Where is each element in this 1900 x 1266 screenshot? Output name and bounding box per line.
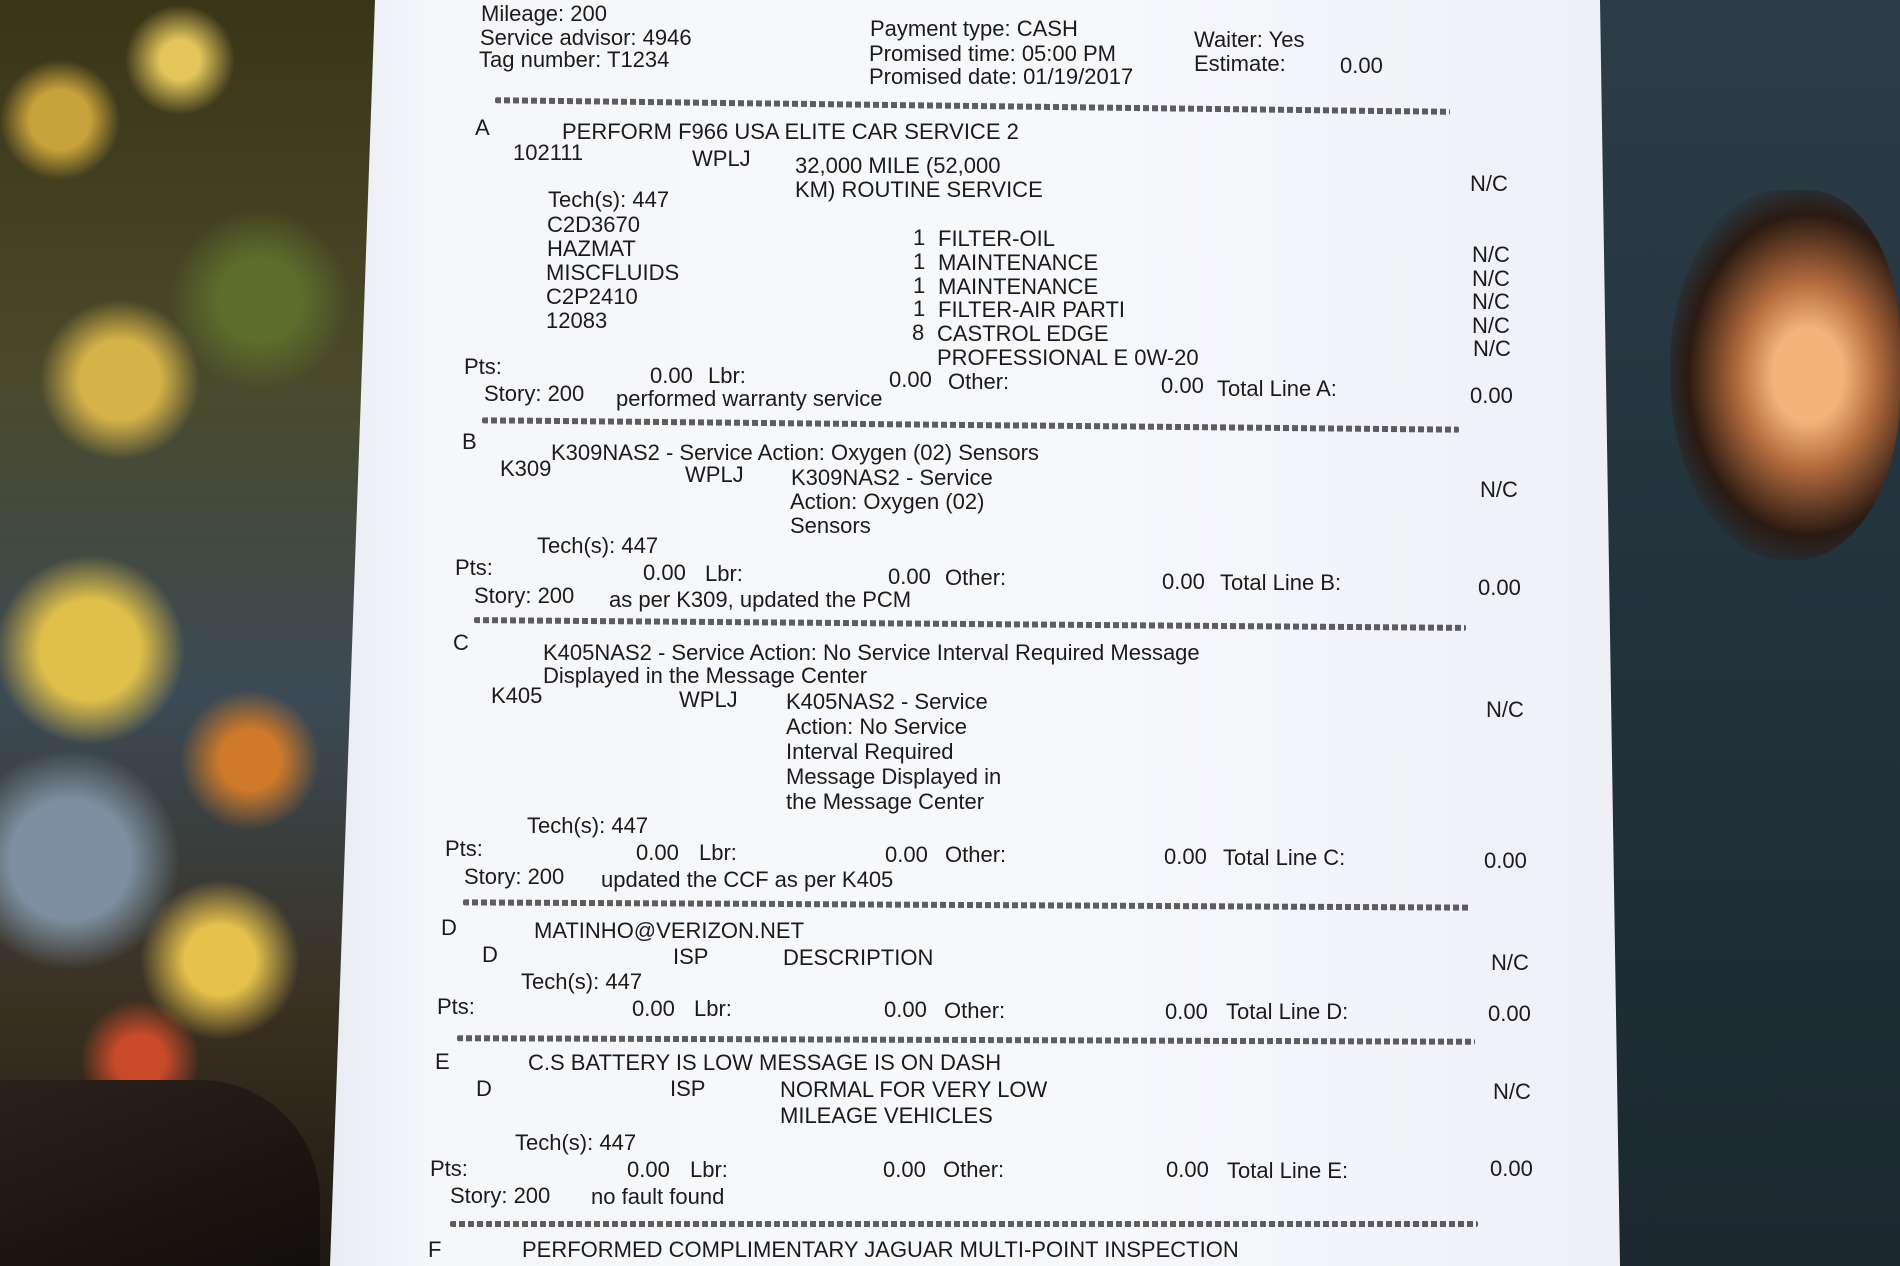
part-code: C2P2410 bbox=[546, 284, 638, 309]
labor-type: WPLJ bbox=[692, 146, 751, 171]
parts-label: Pts: bbox=[430, 1156, 468, 1181]
labor-type: ISP bbox=[673, 944, 709, 969]
no-charge-label: N/C bbox=[1493, 1079, 1531, 1104]
part-code: 12083 bbox=[546, 308, 608, 333]
op-description: K405NAS2 - Service bbox=[786, 689, 988, 714]
labor-label: Lbr: bbox=[690, 1157, 728, 1182]
story-label: Story: 200 bbox=[474, 583, 575, 608]
technicians: Tech(s): 447 bbox=[521, 969, 643, 994]
part-code: MISCFLUIDS bbox=[546, 260, 680, 285]
parts-label: Pts: bbox=[455, 555, 493, 580]
part-code: HAZMAT bbox=[547, 236, 636, 261]
other-label: Other: bbox=[944, 998, 1006, 1023]
story-label: Story: 200 bbox=[484, 381, 585, 406]
op-description: MILEAGE VEHICLES bbox=[780, 1103, 993, 1128]
labor-label: Lbr: bbox=[708, 363, 746, 388]
part-description: PROFESSIONAL E 0W-20 bbox=[937, 345, 1199, 370]
line-title: MATINHO@VERIZON.NET bbox=[534, 918, 805, 943]
line-total-label: Total Line D: bbox=[1226, 999, 1349, 1024]
other-total: 0.00 bbox=[1165, 999, 1208, 1024]
line-title: K405NAS2 - Service Action: No Service Interval Required Message bbox=[543, 640, 1200, 665]
parts-label: Pts: bbox=[437, 994, 475, 1019]
other-label: Other: bbox=[945, 565, 1007, 590]
part-quantity: 1 bbox=[913, 296, 926, 321]
estimate-label: Estimate: bbox=[1194, 51, 1286, 76]
line-total-value: 0.00 bbox=[1490, 1156, 1533, 1181]
no-charge-label: N/C bbox=[1486, 697, 1524, 722]
technicians: Tech(s): 447 bbox=[515, 1130, 637, 1155]
parts-total: 0.00 bbox=[636, 840, 679, 865]
waiter: Waiter: Yes bbox=[1194, 27, 1305, 52]
parts-label: Pts: bbox=[464, 354, 502, 379]
technicians: Tech(s): 447 bbox=[527, 813, 649, 838]
story-text: no fault found bbox=[591, 1184, 725, 1209]
other-total: 0.00 bbox=[1161, 373, 1204, 398]
story-label: Story: 200 bbox=[450, 1183, 551, 1208]
line-title: Displayed in the Message Center bbox=[543, 663, 868, 688]
promised-time: Promised time: 05:00 PM bbox=[869, 41, 1116, 66]
part-description: FILTER-OIL bbox=[938, 226, 1055, 251]
line-total-label: Total Line E: bbox=[1227, 1158, 1349, 1183]
story-text: as per K309, updated the PCM bbox=[609, 587, 912, 612]
no-charge-label: N/C bbox=[1470, 171, 1508, 196]
separator bbox=[463, 899, 1471, 910]
op-description: Action: No Service bbox=[786, 714, 967, 739]
service-advisor: Service advisor: 4946 bbox=[480, 25, 692, 50]
no-charge-label: N/C bbox=[1472, 266, 1510, 291]
op-code: 102111 bbox=[513, 140, 584, 165]
op-description: Action: Oxygen (02) bbox=[790, 489, 985, 514]
op-code: D bbox=[482, 942, 498, 967]
labor-total: 0.00 bbox=[884, 997, 927, 1022]
part-description: CASTROL EDGE bbox=[937, 321, 1109, 346]
labor-type: WPLJ bbox=[679, 687, 738, 712]
part-description: FILTER-AIR PARTI bbox=[938, 297, 1126, 322]
op-code: K405 bbox=[491, 683, 543, 708]
line-total-value: 0.00 bbox=[1488, 1001, 1531, 1026]
line-total-value: 0.00 bbox=[1470, 383, 1513, 408]
story-label: Story: 200 bbox=[464, 864, 565, 889]
line-letter: C bbox=[453, 630, 469, 655]
op-description: NORMAL FOR VERY LOW bbox=[780, 1077, 1048, 1102]
other-label: Other: bbox=[945, 842, 1007, 867]
part-quantity: 1 bbox=[913, 225, 926, 250]
parts-label: Pts: bbox=[445, 836, 483, 861]
other-total: 0.00 bbox=[1162, 569, 1205, 594]
separator bbox=[482, 417, 1459, 432]
separator bbox=[450, 1221, 1478, 1227]
line-letter: A bbox=[475, 115, 490, 140]
op-description: 32,000 MILE (52,000 bbox=[795, 153, 1001, 178]
no-charge-label: N/C bbox=[1491, 950, 1529, 975]
no-charge-label: N/C bbox=[1472, 289, 1510, 314]
story-text: updated the CCF as per K405 bbox=[601, 867, 894, 892]
part-quantity: 8 bbox=[912, 320, 925, 345]
labor-label: Lbr: bbox=[705, 561, 743, 586]
technicians: Tech(s): 447 bbox=[537, 533, 659, 558]
parts-total: 0.00 bbox=[627, 1157, 670, 1182]
payment-type: Payment type: CASH bbox=[870, 16, 1078, 41]
part-quantity: 1 bbox=[913, 273, 926, 298]
op-description: the Message Center bbox=[786, 789, 985, 814]
line-title: PERFORM F966 USA ELITE CAR SERVICE 2 bbox=[562, 119, 1019, 144]
separator bbox=[457, 1035, 1475, 1045]
separator bbox=[474, 617, 1466, 631]
op-description: Sensors bbox=[790, 513, 871, 538]
labor-total: 0.00 bbox=[885, 842, 928, 867]
estimate-value: 0.00 bbox=[1340, 53, 1383, 78]
line-title: PERFORMED COMPLIMENTARY JAGUAR MULTI-POINT INSPECTION bbox=[522, 1237, 1239, 1262]
other-label: Other: bbox=[943, 1157, 1005, 1182]
op-code: K309 bbox=[500, 456, 552, 481]
op-description: Message Displayed in bbox=[786, 764, 1002, 789]
line-letter: B bbox=[462, 429, 477, 454]
parts-total: 0.00 bbox=[643, 560, 686, 585]
line-total-label: Total Line B: bbox=[1220, 570, 1342, 595]
no-charge-label: N/C bbox=[1472, 242, 1510, 267]
tag-number: Tag number: T1234 bbox=[479, 47, 670, 72]
labor-label: Lbr: bbox=[694, 996, 732, 1021]
labor-label: Lbr: bbox=[699, 840, 737, 865]
op-code: D bbox=[476, 1076, 492, 1101]
labor-total: 0.00 bbox=[883, 1157, 926, 1182]
op-description: KM) ROUTINE SERVICE bbox=[795, 177, 1043, 202]
parts-total: 0.00 bbox=[650, 363, 693, 388]
parts-total: 0.00 bbox=[632, 996, 675, 1021]
separator bbox=[495, 97, 1450, 115]
part-description: MAINTENANCE bbox=[938, 274, 1099, 299]
part-quantity: 1 bbox=[913, 249, 926, 274]
promised-date: Promised date: 01/19/2017 bbox=[869, 64, 1134, 89]
op-description: DESCRIPTION bbox=[783, 945, 934, 970]
technicians: Tech(s): 447 bbox=[548, 187, 670, 212]
other-label: Other: bbox=[948, 369, 1010, 394]
no-charge-label: N/C bbox=[1472, 313, 1510, 338]
other-total: 0.00 bbox=[1164, 844, 1207, 869]
line-title: K309NAS2 - Service Action: Oxygen (02) Sensors bbox=[551, 440, 1039, 465]
line-title: C.S BATTERY IS LOW MESSAGE IS ON DASH bbox=[528, 1050, 1002, 1075]
op-description: Interval Required bbox=[786, 739, 954, 764]
part-code: C2D3670 bbox=[547, 212, 640, 237]
line-total-value: 0.00 bbox=[1478, 575, 1521, 600]
line-letter: E bbox=[435, 1049, 450, 1074]
line-total-label: Total Line C: bbox=[1223, 845, 1346, 870]
line-letter: F bbox=[428, 1237, 442, 1262]
part-description: MAINTENANCE bbox=[938, 250, 1099, 275]
mileage: Mileage: 200 bbox=[481, 1, 607, 26]
line-total-label: Total Line A: bbox=[1217, 376, 1337, 401]
labor-type: WPLJ bbox=[685, 462, 744, 487]
labor-type: ISP bbox=[670, 1076, 706, 1101]
story-text: performed warranty service bbox=[616, 386, 883, 411]
labor-total: 0.00 bbox=[888, 564, 931, 589]
op-description: K309NAS2 - Service bbox=[791, 465, 993, 490]
line-total-value: 0.00 bbox=[1484, 848, 1527, 873]
no-charge-label: N/C bbox=[1480, 477, 1518, 502]
line-letter: D bbox=[441, 915, 457, 940]
no-charge-label: N/C bbox=[1473, 336, 1511, 361]
other-total: 0.00 bbox=[1166, 1157, 1209, 1182]
labor-total: 0.00 bbox=[889, 367, 932, 392]
